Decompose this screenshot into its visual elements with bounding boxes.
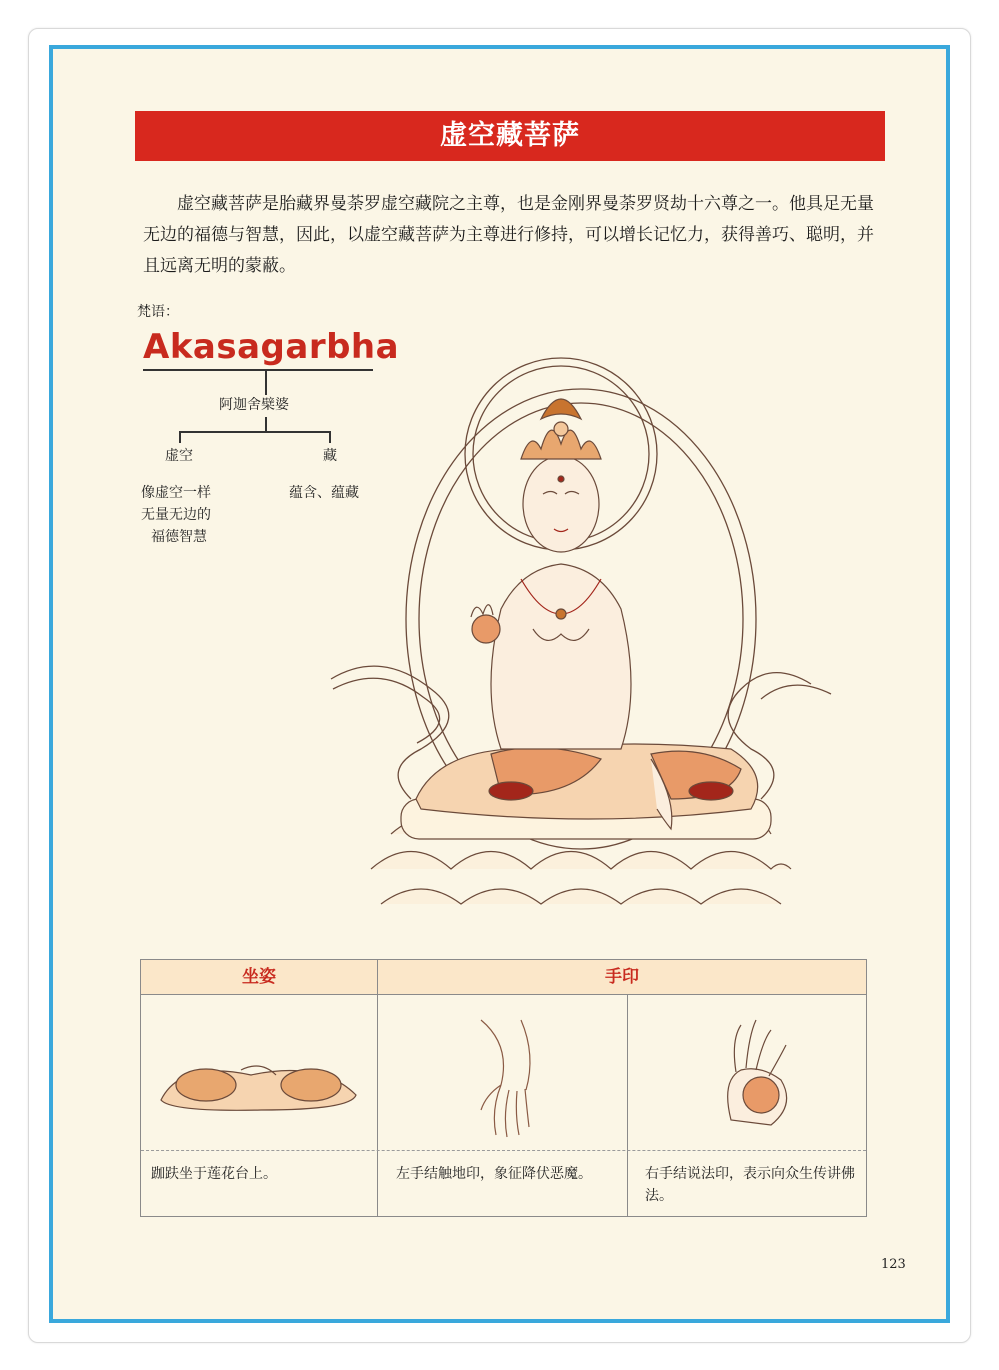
teaching-hand [471,605,500,643]
bodhisattva-illustration [271,329,871,939]
book-page [49,45,950,1323]
page-title: 虚空藏菩萨 [135,111,885,161]
mudra-left-caption: 左手结触地印，象征降伏恶魔。 [396,1166,592,1182]
right-term: 藏 [323,448,337,464]
tree-stem-lower [265,417,267,431]
posture-mudra-table [140,959,867,1217]
posture-caption: 跏趺坐于莲花台上。 [151,1166,277,1182]
column-divider-2 [627,994,628,1216]
right-meaning: 蕴含、蕴藏 [289,485,359,501]
sanskrit-word: Akasagarbha [143,327,400,367]
left-meaning-line-1: 像虚空一样 [141,485,211,501]
left-term: 虚空 [165,448,193,464]
transliteration: 阿迦舍檗婆 [219,397,289,413]
caption-divider [141,1150,866,1151]
mudra-header: 手印 [378,960,866,994]
column-divider-1 [377,960,378,1216]
header-divider [141,994,866,995]
tree-stem [265,369,267,395]
tree-left-tick [179,431,181,443]
left-meaning-line-2: 无量无边的 [141,507,211,523]
head [523,456,599,552]
sanskrit-label: 梵语： [137,304,179,320]
posture-header: 坐姿 [141,960,377,994]
intro-paragraph: 虚空藏菩萨是胎藏界曼荼罗虚空藏院之主尊，也是金刚界曼荼罗贤劫十六尊之一。他具足无量无边的福德与智慧，因此，以虚空藏菩萨为主尊进行修持，可以增长记忆力，获得善巧、聪明，并且远离无明的蒙蔽。 [143,194,874,276]
mudra-right-caption: 右手结说法印，表示向众生传讲佛法。 [645,1166,855,1204]
seated-legs-image [151,1040,367,1130]
page-number: 123 [881,1257,906,1272]
torso [491,564,631,749]
earth-touching-mudra-image [461,1015,571,1145]
teaching-mudra-image [701,1010,811,1140]
left-meaning-line-3: 福德智慧 [151,529,207,545]
crown [521,399,601,459]
crossed-legs [416,744,758,819]
